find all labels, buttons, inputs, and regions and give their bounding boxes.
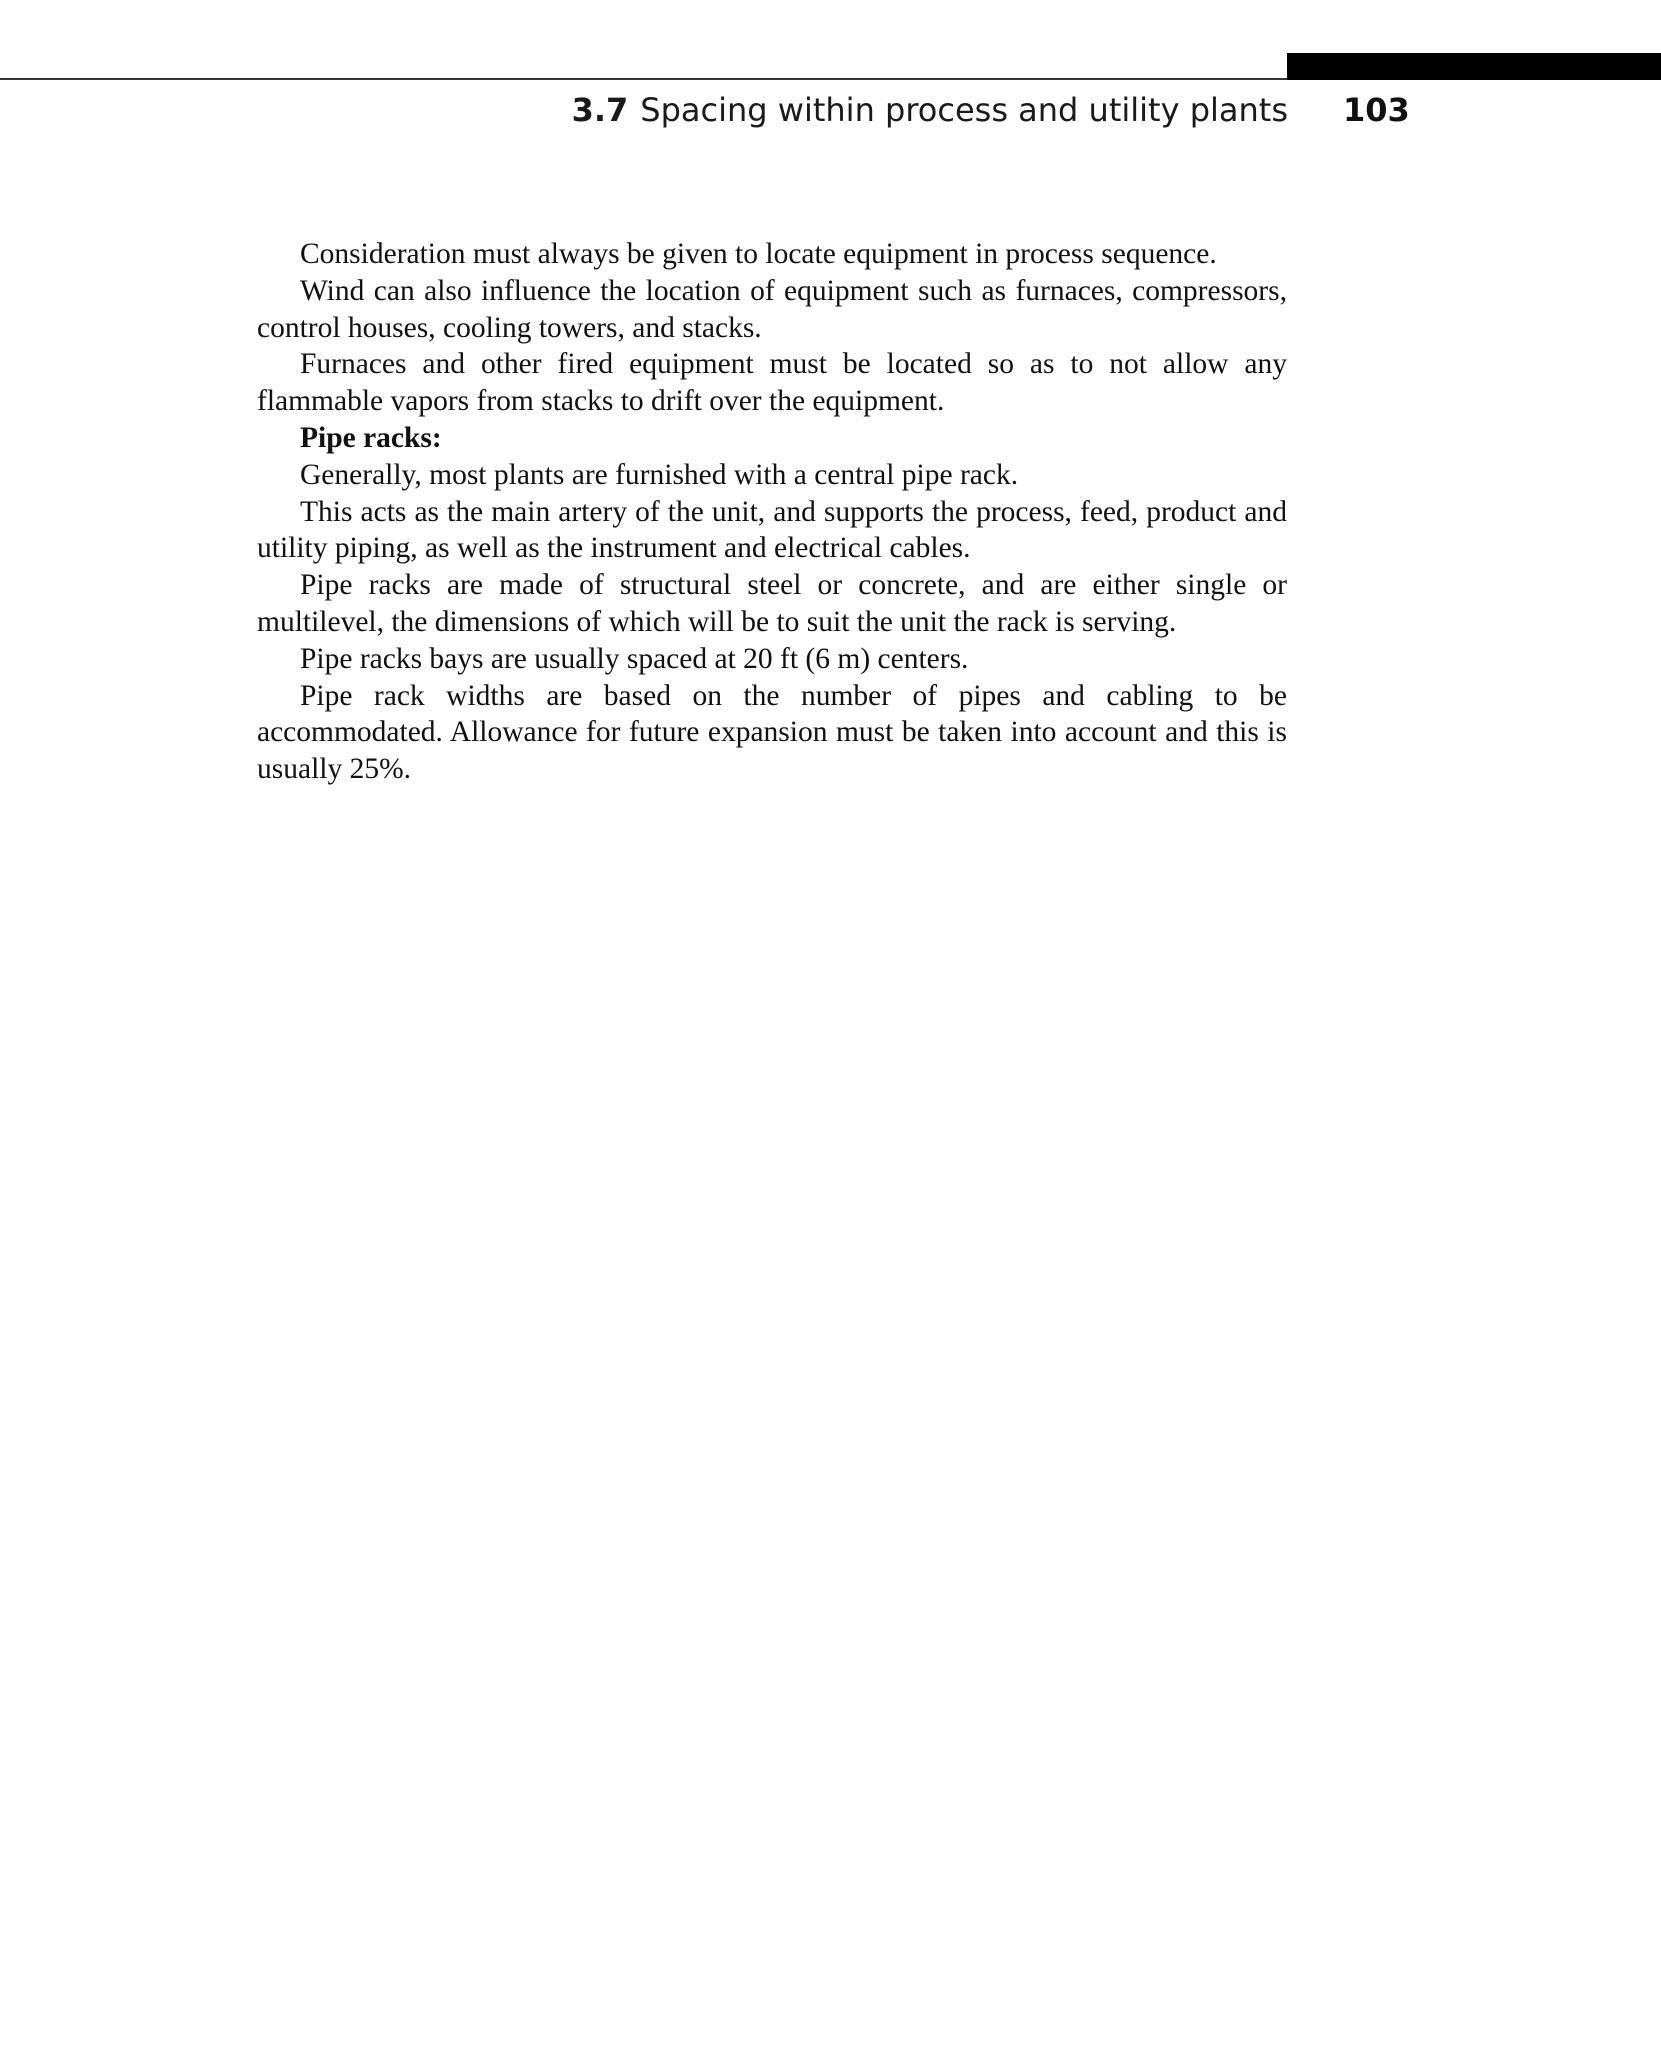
header-tab-block (1287, 53, 1661, 80)
running-head (572, 88, 1288, 132)
subheading-pipe-racks: Pipe racks: (300, 421, 442, 454)
paragraph-rack-widths: Pipe rack widths are based on the number of pipes and cabling to be accommodated. Allowance for future expansion must be taken into account and this is usually 25%. (257, 679, 1287, 786)
paragraph-main-artery: This acts as the main artery of the unit, and supports the process, feed, product and utility piping, as well as the instrument and electrical cables. (257, 495, 1287, 565)
paragraph-wind-influence: Wind can also influence the location of equipment such as furnaces, compressors, control houses, cooling towers, and stacks. (257, 274, 1287, 344)
paragraph-rack-materials: Pipe racks are made of structural steel or concrete, and are either single or multilevel, the dimensions of which will be to suit the unit the rack is serving. (257, 569, 1287, 638)
page-number: 103 (1343, 91, 1410, 129)
paragraph-furnaces: Furnaces and other fired equipment must be located so as to not allow any flammable vapors from stacks to drift over the equipment. (257, 348, 1287, 418)
section-number: 3.7 (571, 91, 629, 129)
section-title: Spacing within process and utility plants (640, 91, 1288, 129)
paragraph-process-sequence: Consideration must always be given to locate equipment in process sequence. (300, 238, 1217, 270)
paragraph-rack-bays: Pipe racks bays are usually spaced at 20 ft (6 m) centers. (300, 642, 969, 675)
body-text (257, 236, 1287, 788)
paragraph-central-pipe-rack: Generally, most plants are furnished with a central pipe rack. (300, 458, 1019, 491)
